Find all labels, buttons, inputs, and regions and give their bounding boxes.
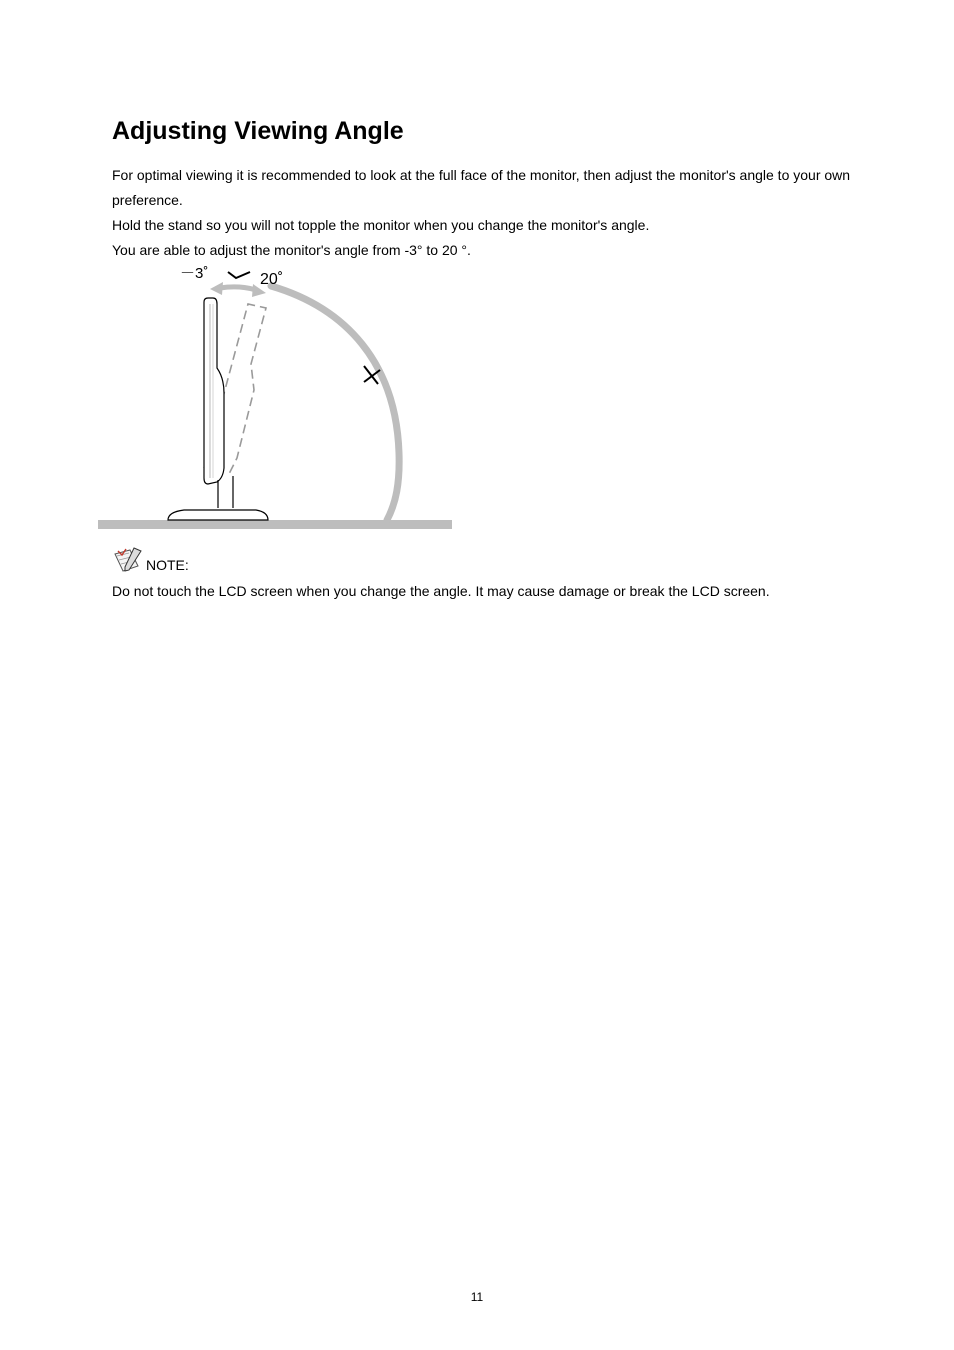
page-number: 11 — [470, 1290, 484, 1304]
tilt-arc — [271, 286, 399, 520]
tilt-diagram-svg — [96, 258, 456, 534]
cross-mark-b — [364, 370, 380, 382]
tilt-angle-diagram — [96, 258, 456, 534]
paragraph-angle-range: You are able to adjust the monitor's angle from -3° to 20 °. — [112, 242, 471, 258]
note-text: Do not touch the LCD screen when you change the angle. It may cause damage or break the LCD screen. — [112, 583, 770, 599]
page-title: Adjusting Viewing Angle — [112, 117, 404, 145]
check-mark-icon — [228, 272, 250, 278]
label-minus-3-degrees: －3˚ — [180, 265, 209, 282]
monitor-stand-neck — [218, 476, 233, 508]
tilt-arrow-head-left — [210, 282, 223, 295]
body-text — [112, 163, 852, 263]
tilt-double-arrow — [220, 287, 256, 290]
monitor-panel — [204, 298, 224, 484]
note-label: NOTE: — [146, 557, 189, 573]
desk-surface — [98, 520, 452, 529]
note-heading — [112, 544, 189, 574]
paragraph-hold-stand: Hold the stand so you will not topple the monitor when you change the monitor's angle. — [112, 217, 650, 233]
paragraph-optimal-viewing: For optimal viewing it is recommended to look at the full face of the monitor, then adjust the monitor's angle to your own preference. — [112, 167, 851, 208]
note-pencil-icon — [112, 546, 144, 574]
label-20-degrees: 20˚ — [260, 271, 284, 288]
monitor-stand-base — [168, 510, 268, 520]
